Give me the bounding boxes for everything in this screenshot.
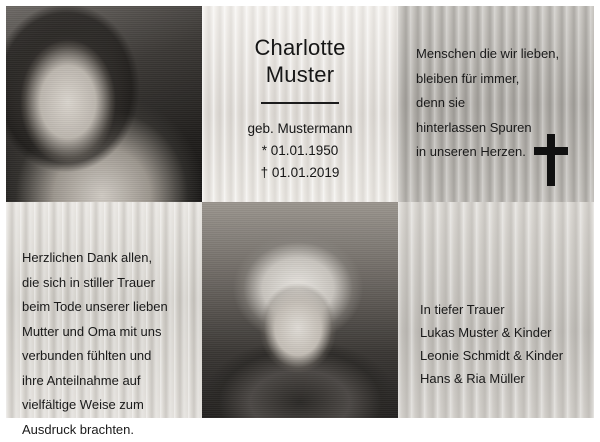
cross-icon [534, 134, 568, 186]
quote-panel [398, 6, 594, 202]
maiden-name: geb. Mustermann [202, 118, 398, 140]
thanks-line-5: verbunden fühlten und [22, 344, 198, 369]
quote-line-2: bleiben für immer, [416, 67, 584, 92]
cross-horizontal-bar [534, 147, 568, 155]
divider-rule [261, 102, 339, 104]
thanks-line-3: beim Tode unserer lieben [22, 295, 198, 320]
photo-grain-overlay [202, 202, 398, 418]
mourners-panel [398, 202, 594, 418]
mourner-line-1: Lukas Muster & Kinder [420, 321, 590, 344]
mourners-text [420, 298, 590, 390]
quote-line-5: in unseren Herzen. [416, 140, 584, 165]
cross-vertical-bar [547, 134, 555, 186]
mourner-line-3: Hans & Ria Müller [420, 367, 590, 390]
name-panel [202, 6, 398, 202]
thanks-line-8: Ausdruck brachten. [22, 418, 198, 442]
quote-line-1: Menschen die wir lieben, [416, 42, 584, 67]
thanks-line-7: vielfältige Weise zum [22, 393, 198, 418]
photo-grain-overlay [6, 6, 202, 202]
first-name: Charlotte [202, 34, 398, 61]
mourner-line-2: Leonie Schmidt & Kinder [420, 344, 590, 367]
quote-line-3: denn sie [416, 91, 584, 116]
thanks-line-2: die sich in stiller Trauer [22, 271, 198, 296]
last-name: Muster [202, 61, 398, 88]
thanks-line-1: Herzlichen Dank allen, [22, 246, 198, 271]
birth-date: * 01.01.1950 [202, 140, 398, 162]
thanks-text [22, 246, 198, 442]
portrait-elderly-woman-photo [202, 202, 398, 418]
portrait-young-woman-photo [6, 6, 202, 202]
thanks-line-6: ihre Anteilnahme auf [22, 369, 198, 394]
thanks-line-4: Mutter und Oma mit uns [22, 320, 198, 345]
name-block [202, 34, 398, 184]
death-date: † 01.01.2019 [202, 162, 398, 184]
quote-line-4: hinterlassen Spuren [416, 116, 584, 141]
thanks-panel [6, 202, 202, 418]
card-grid [6, 6, 594, 418]
mourners-heading: In tiefer Trauer [420, 298, 590, 321]
